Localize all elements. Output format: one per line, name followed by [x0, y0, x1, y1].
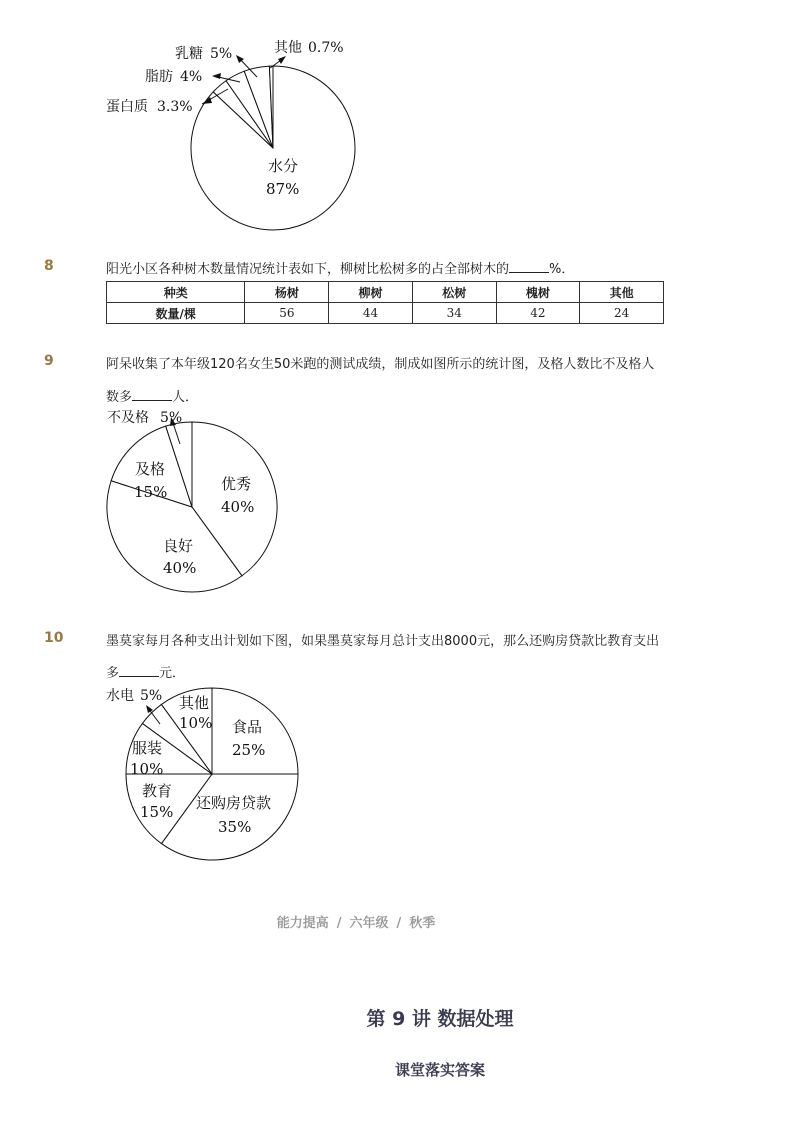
table-cell: 24 — [580, 303, 664, 324]
label-protein: 蛋白质 — [106, 99, 148, 115]
value-fail: 5% — [160, 410, 183, 426]
label-other: 其他 — [274, 40, 302, 56]
tree-count-table — [106, 281, 664, 324]
value-other-expense: 10% — [179, 714, 213, 732]
value-protein: 3.3% — [157, 99, 193, 115]
table-cell: 44 — [329, 303, 413, 324]
footer-term: 秋季 — [409, 916, 436, 931]
question-10-line-2 — [106, 662, 185, 681]
footer-course: 能力提高 — [276, 916, 329, 931]
running-test-pie-chart — [0, 400, 800, 610]
answer-blank-q8[interactable] — [509, 260, 549, 273]
label-pass: 及格 — [135, 460, 166, 478]
question-10-text-after: 元． — [159, 666, 186, 681]
answer-section-title: 课堂落实答案 — [394, 1061, 485, 1079]
footer-separator: / — [336, 916, 342, 931]
value-utilities: 5% — [140, 688, 163, 704]
answer-blank-q10[interactable] — [119, 664, 159, 677]
label-education: 教育 — [142, 782, 173, 800]
table-header-cell: 种类 — [107, 282, 245, 303]
value-food: 25% — [232, 741, 266, 759]
value-excellent: 40% — [221, 498, 255, 516]
page-footer — [0, 912, 712, 931]
value-mortgage: 35% — [218, 818, 252, 836]
value-clothing: 10% — [130, 760, 164, 778]
question-10-number: 10 — [44, 630, 64, 646]
footer-separator: / — [396, 916, 402, 931]
footer-grade: 六年级 — [349, 916, 389, 931]
question-8-text-before: 阳光小区各种树木数量情况统计表如下，柳树比松树多的占全部树木的 — [106, 262, 510, 277]
table-header-cell: 柳树 — [329, 282, 413, 303]
table-header-cell: 杨树 — [245, 282, 329, 303]
question-9-line-1: 阿呆收集了本年级120名女生50米跑的测试成绩，制成如图所示的统计图，及格人数比不及格人 — [106, 357, 655, 372]
milk-composition-pie-chart — [0, 0, 800, 240]
label-clothing: 服装 — [132, 739, 163, 757]
table-cell: 42 — [496, 303, 580, 324]
label-lactose: 乳糖 — [175, 46, 203, 62]
label-other-expense: 其他 — [179, 694, 210, 712]
question-9-number: 9 — [44, 353, 54, 369]
table-header-cell: 其他 — [580, 282, 664, 303]
label-fail: 不及格 — [107, 410, 149, 426]
table-row — [107, 303, 664, 324]
value-good: 40% — [163, 559, 197, 577]
question-9-text-after: 人． — [172, 390, 199, 405]
value-other: 0.7% — [308, 40, 344, 56]
label-food: 食品 — [232, 718, 263, 736]
label-mortgage: 还购房贷款 — [196, 794, 272, 812]
arrow-head-other — [278, 56, 286, 64]
table-cell: 34 — [412, 303, 496, 324]
table-row-label: 数量/棵 — [107, 303, 245, 324]
monthly-expense-pie-chart — [0, 680, 800, 870]
label-good: 良好 — [163, 537, 194, 555]
question-8-text — [106, 258, 574, 277]
question-10-text-before: 多 — [106, 666, 120, 681]
label-excellent: 优秀 — [221, 475, 252, 493]
question-9-text-before: 数多 — [106, 390, 133, 405]
label-utilities: 水电 — [106, 688, 134, 704]
lecture-title: 第 9 讲 数据处理 — [366, 1008, 514, 1030]
table-header-row — [107, 282, 664, 303]
table-cell: 56 — [245, 303, 329, 324]
label-fat: 脂肪 — [145, 69, 173, 85]
value-water: 87% — [266, 180, 300, 198]
value-fat: 4% — [180, 69, 203, 85]
question-8-number: 8 — [44, 258, 54, 274]
value-education: 15% — [140, 803, 174, 821]
value-pass: 15% — [134, 483, 168, 501]
question-8-text-after: %． — [549, 262, 575, 277]
value-lactose: 5% — [210, 46, 233, 62]
question-10-line-1: 墨莫家每月各种支出计划如下图，如果墨莫家每月总计支出8000元，那么还购房贷款比教育支出 — [106, 634, 660, 649]
table-header-cell: 松树 — [412, 282, 496, 303]
table-header-cell: 槐树 — [496, 282, 580, 303]
label-water: 水分 — [268, 157, 299, 175]
arrow-head-fat — [212, 73, 221, 79]
